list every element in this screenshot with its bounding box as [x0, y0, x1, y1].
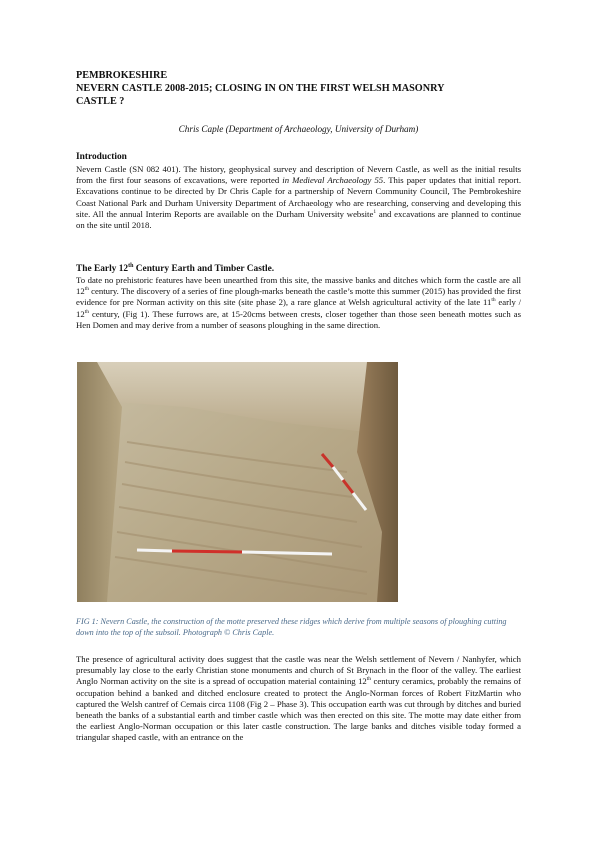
early-text-1: To date no prehistoric features have been unearthed from this site, the massive banks and ditches which form the castle are all 12 — [76, 275, 521, 297]
early-text-4: century, (Fig 1). These furrows are, at 15-20cms between crests, closer together than those seen beneath mottes such as Hen Domen and may derive from a number of seasons ploughing in the same direction. — [76, 308, 521, 330]
paragraph-introduction — [76, 164, 521, 231]
title-main-line: NEVERN CASTLE 2008-2015; CLOSING IN ON THE FIRST WELSH MASONRY — [76, 82, 445, 94]
intro-text-b: . This paper updates that initial report. Excavations continue to be directed by Dr Chris Caple for a partnership of Nevern Community Council, The Pembrokeshire Coast National Park and Durham University Department of Archaeology who are researching, conserving and developing this site. All the annual Interim Reports are available on the Durham University website — [76, 175, 521, 219]
presence-text-2: century ceramics, probably the remains of occupation behind a banked and ditched enclosure created to protect the Anglo-Norman forces of Robert FitzMartin who captured the Welsh cantref of Cemais circa 1108 (Fig 2 – Phase 3). This occupation earth was cut through by ditches and buried beneath the banks of a substantial earth and timber castle which was then erected on this site. The motte may date either from the earliest Anglo-Norman occupation or this later castle construction. The large banks and ditches visible today formed a triangular shaped castle, with an entrance on the — [76, 676, 521, 743]
early-text-2: century. The discovery of a series of fine plough-marks beneath the castle’s motte this summer (2015) has provided the first evidence for pre Norman activity on this site (site phase 2), a rare glance at Welsh agricultural activity of the late 11 — [76, 286, 521, 308]
presence-text-1: The presence of agricultural activity does suggest that the castle was near the Welsh settlement of Nevern / Nanhyfer, which presumably lay close to the early Christian stone monuments and church of St Brynach in the floor of the valley. The earliest Anglo Norman activity on the site is a spread of occupation material containing 12 — [76, 654, 521, 687]
section-heading-introduction: Introduction — [76, 152, 127, 162]
title-county: PEMBROKESHIRE — [76, 70, 168, 81]
early-sup-3: th — [84, 308, 89, 315]
presence-sup-1: th — [366, 676, 372, 683]
intro-text-c: and excavations are planned to continue on the site until 2018. — [76, 208, 522, 231]
early-sup-2: th — [491, 297, 496, 304]
article-title — [76, 70, 526, 108]
title-main-line-cont: CASTLE ? — [76, 95, 125, 107]
figure-caption: FIG 1: Nevern Castle, the construction of the motte preserved these ridges which derive from multiple seasons of ploughing cutting down into the top of the subsoil. Photograph © Chris Caple. — [76, 617, 507, 637]
excavation-photograph-drawing — [77, 362, 398, 602]
section-heading-early-castle — [76, 263, 274, 274]
paragraph-agricultural-activity — [76, 654, 521, 744]
heading-text-a: The Early 12 — [76, 264, 129, 275]
author-byline: Chris Caple (Department of Archaeology, University of Durham) — [178, 124, 419, 134]
excavation-photograph — [77, 362, 398, 602]
early-sup-1: th — [84, 286, 89, 293]
intro-journal-ref: in Medieval Archaeology 55 — [282, 175, 384, 186]
early-text-3: early / 12 — [76, 297, 522, 319]
heading-text-b: Century Earth and Timber Castle. — [133, 264, 275, 275]
intro-text-a: Nevern Castle (SN 082 401). The history, geophysical survey and description of Nevern Castle, as well as the initial results from the first four seasons of excavations, were reported — [76, 164, 521, 186]
footnote-marker: 1 — [373, 208, 377, 215]
heading-sup: th — [128, 263, 134, 269]
paragraph-early-castle — [76, 275, 521, 331]
